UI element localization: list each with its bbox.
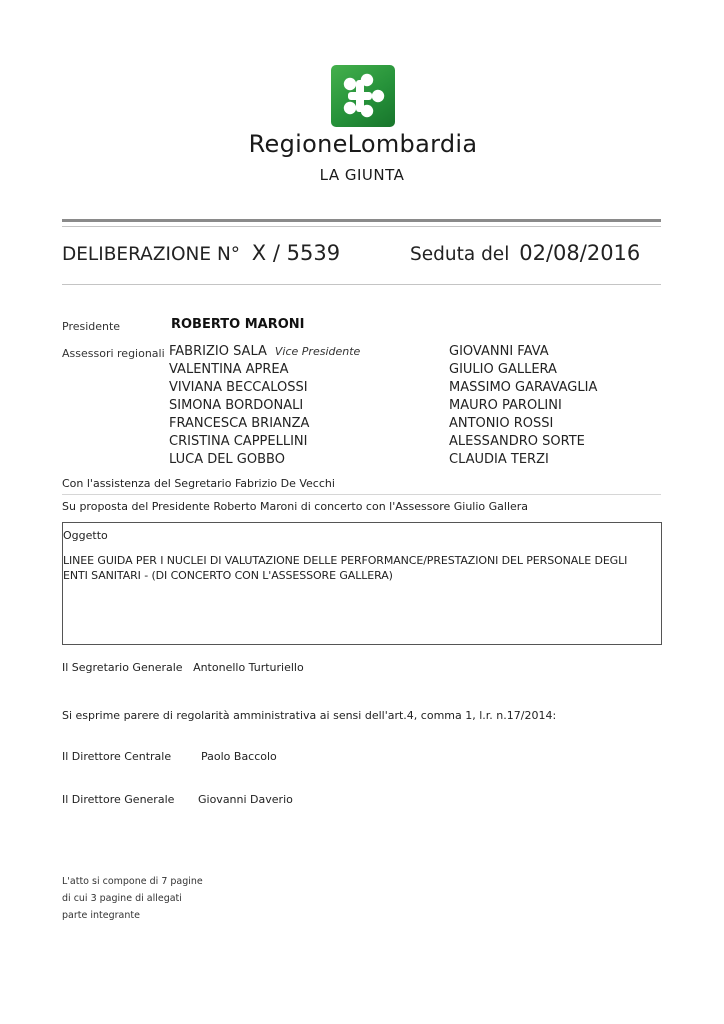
title-divider [62, 284, 661, 285]
assessore-left-4: SIMONA BORDONALI [169, 398, 304, 413]
deliberazione-number [62, 241, 340, 265]
segretario-generale [62, 661, 304, 674]
assessori-label: Assessori regionali [62, 347, 165, 360]
deliberazione-value: X / 5539 [251, 241, 341, 265]
proposta: Su proposta del Presidente Roberto Maroni di concerto con l'Assessore Giulio Gallera [62, 500, 529, 513]
direttore-generale-label: Il Direttore Generale [62, 793, 175, 806]
segretario-label: Il Segretario Generale [62, 661, 183, 674]
deliberazione-label: DELIBERAZIONE N° [62, 244, 241, 265]
direttore-centrale-label: Il Direttore Centrale [62, 750, 172, 763]
oggetto-box [62, 522, 662, 645]
assessore-right-3: MASSIMO GARAVAGLIA [449, 380, 598, 395]
parte-integrante: parte integrante [62, 910, 140, 921]
oggetto-line-1: LINEE GUIDA PER I NUCLEI DI VALUTAZIONE DELLE PERFORMANCE/PRESTAZIONI DEL PERSONALE DEGLI [63, 554, 628, 567]
assessore-right-7: CLAUDIA TERZI [449, 452, 549, 467]
header-divider [62, 219, 661, 222]
seduta-label: Seduta del [410, 244, 510, 265]
assessore-left-3: VIVIANA BECCALOSSI [169, 380, 308, 395]
seduta-date [410, 241, 640, 265]
assessore-left-5: FRANCESCA BRIANZA [169, 416, 310, 431]
segretario-name: Antonello Turturiello [193, 661, 304, 674]
assessore-right-6: ALESSANDRO SORTE [449, 434, 585, 449]
assistenza-segretario: Con l'assistenza del Segretario Fabrizio De Vecchi [62, 477, 335, 490]
vice-presidente-label: Vice Presidente [274, 345, 361, 358]
giunta-subtitle: LA GIUNTA [319, 166, 405, 184]
direttore-generale-name: Giovanni Daverio [198, 793, 293, 806]
presidente-label: Presidente [62, 320, 121, 333]
oggetto-line-2: ENTI SANITARI - (DI CONCERTO CON L'ASSESSORE GALLERA) [63, 569, 393, 582]
assessore-left-1 [169, 343, 360, 361]
regione-lombardia-logo [331, 65, 395, 127]
parere-regolarita: Si esprime parere di regolarità amministrativa ai sensi dell'art.4, comma 1, l.r. n.17/2014: [62, 709, 557, 722]
presidente-name: ROBERTO MARONI [171, 317, 305, 332]
assessore-left-2: VALENTINA APREA [169, 362, 289, 377]
rosa-camuna-icon [331, 65, 395, 127]
brand-name: RegioneLombardia [248, 130, 478, 158]
assessore-right-2: GIULIO GALLERA [449, 362, 557, 377]
seduta-value: 02/08/2016 [519, 241, 641, 265]
pagine-totali: L'atto si compone di 7 pagine [62, 876, 203, 887]
oggetto-label: Oggetto [63, 529, 108, 542]
header-divider-thin [62, 226, 661, 227]
assistenza-divider [62, 494, 661, 495]
assessore-name: FABRIZIO SALA [169, 344, 267, 359]
assessore-left-7: LUCA DEL GOBBO [169, 452, 285, 467]
oggetto-text [63, 553, 663, 583]
assessore-right-1: GIOVANNI FAVA [449, 344, 549, 359]
assessore-right-5: ANTONIO ROSSI [449, 416, 554, 431]
assessore-left-6: CRISTINA CAPPELLINI [169, 434, 308, 449]
assessore-right-4: MAURO PAROLINI [449, 398, 562, 413]
direttore-centrale-name: Paolo Baccolo [201, 750, 277, 763]
pagine-allegati: di cui 3 pagine di allegati [62, 893, 182, 904]
